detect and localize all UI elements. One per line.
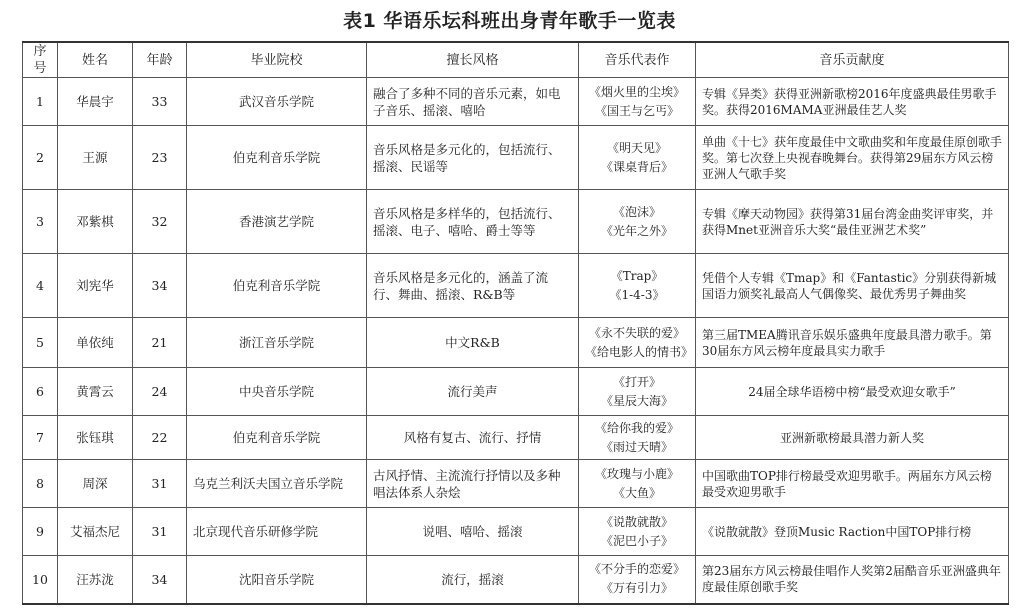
cell-name: 华晨宇 bbox=[58, 78, 133, 126]
cell-style: 音乐风格是多元化的，涵盖了流行、舞曲、摇滚、R&B等 bbox=[367, 254, 579, 318]
cell-school: 香港演艺学院 bbox=[187, 190, 367, 254]
cell-name: 黄霄云 bbox=[58, 368, 133, 416]
table-row bbox=[23, 254, 1009, 318]
work-title: 《给电影人的情书》 bbox=[585, 344, 694, 359]
cell-works bbox=[579, 254, 696, 318]
cell-works bbox=[579, 556, 696, 604]
cell-name: 邓紫棋 bbox=[58, 190, 133, 254]
cell-style: 融合了多种不同的音乐元素，如电子音乐、摇滚、嘻哈 bbox=[367, 78, 579, 126]
cell-name: 张钰琪 bbox=[58, 416, 133, 460]
cell-contribution: 第23届东方风云榜最佳唱作人奖第2届酷音乐亚洲盛典年度最佳原创歌手奖 bbox=[696, 556, 1009, 604]
cell-school: 北京现代音乐研修学院 bbox=[187, 508, 367, 556]
cell-no: 10 bbox=[23, 556, 58, 604]
work-title: 《国王与乞丐》 bbox=[594, 103, 679, 118]
cell-no: 2 bbox=[23, 126, 58, 190]
header-school: 毕业院校 bbox=[187, 42, 367, 78]
cell-works bbox=[579, 78, 696, 126]
cell-contribution: 亚洲新歌榜最具潜力新人奖 bbox=[696, 416, 1009, 460]
cell-name: 周深 bbox=[58, 460, 133, 508]
cell-style: 说唱、嘻哈、摇滚 bbox=[367, 508, 579, 556]
cell-name: 王源 bbox=[58, 126, 133, 190]
cell-school: 沈阳音乐学院 bbox=[187, 556, 367, 604]
header-works: 音乐代表作 bbox=[579, 42, 696, 78]
work-title: 《星辰大海》 bbox=[600, 393, 673, 408]
work-title: 《不分手的恋爱》 bbox=[588, 562, 685, 577]
cell-works bbox=[579, 460, 696, 508]
cell-name: 单依纯 bbox=[58, 318, 133, 368]
table-row bbox=[23, 368, 1009, 416]
work-title: 《明天见》 bbox=[606, 140, 667, 155]
work-title: 《课桌背后》 bbox=[600, 159, 673, 174]
header-style: 擅长风格 bbox=[367, 42, 579, 78]
cell-works bbox=[579, 416, 696, 460]
cell-school: 浙江音乐学院 bbox=[187, 318, 367, 368]
cell-contribution: 单曲《十七》获年度最佳中文歌曲奖和年度最佳原创歌手奖。第七次登上央视春晚舞台。获得第29届东方风云榜亚洲人气歌手奖 bbox=[696, 126, 1009, 190]
table-row bbox=[23, 556, 1009, 604]
cell-works bbox=[579, 126, 696, 190]
cell-style: 风格有复古、流行、抒情 bbox=[367, 416, 579, 460]
cell-age: 32 bbox=[133, 190, 187, 254]
cell-name: 汪苏泷 bbox=[58, 556, 133, 604]
cell-age: 22 bbox=[133, 416, 187, 460]
header-name: 姓名 bbox=[58, 42, 133, 78]
cell-works bbox=[579, 368, 696, 416]
cell-age: 31 bbox=[133, 460, 187, 508]
cell-name: 刘宪华 bbox=[58, 254, 133, 318]
cell-no: 3 bbox=[23, 190, 58, 254]
cell-works bbox=[579, 508, 696, 556]
table-row bbox=[23, 126, 1009, 190]
table-row bbox=[23, 190, 1009, 254]
cell-no: 1 bbox=[23, 78, 58, 126]
header-contribution: 音乐贡献度 bbox=[696, 42, 1009, 78]
cell-no: 4 bbox=[23, 254, 58, 318]
cell-school: 乌克兰利沃夫国立音乐学院 bbox=[187, 460, 367, 508]
work-title: 《雨过天晴》 bbox=[600, 439, 673, 454]
work-title: 《给你我的爱》 bbox=[594, 420, 679, 435]
cell-contribution: 《说散就散》登顶Music Raction中国TOP排行榜 bbox=[696, 508, 1009, 556]
cell-school: 伯克利音乐学院 bbox=[187, 416, 367, 460]
cell-contribution: 专辑《摩天动物园》获得第31届台湾金曲奖评审奖，并获得Mnet亚洲音乐大奖“最佳亚洲艺术奖” bbox=[696, 190, 1009, 254]
table-title: 表1 华语乐坛科班出身青年歌手一览表 bbox=[343, 10, 676, 32]
cell-school: 武汉音乐学院 bbox=[187, 78, 367, 126]
cell-style: 音乐风格是多样华的，包括流行、摇滚、电子、嘻哈、爵士等等 bbox=[367, 190, 579, 254]
work-title: 《泥巴小子》 bbox=[600, 533, 673, 548]
table-row bbox=[23, 318, 1009, 368]
cell-name: 艾福杰尼 bbox=[58, 508, 133, 556]
cell-age: 21 bbox=[133, 318, 187, 368]
cell-no: 9 bbox=[23, 508, 58, 556]
work-title: 《打开》 bbox=[612, 374, 661, 389]
header-age: 年龄 bbox=[133, 42, 187, 78]
cell-age: 24 bbox=[133, 368, 187, 416]
cell-style: 流行美声 bbox=[367, 368, 579, 416]
cell-no: 5 bbox=[23, 318, 58, 368]
cell-age: 23 bbox=[133, 126, 187, 190]
header-row bbox=[23, 42, 1009, 78]
work-title: 《烟火里的尘埃》 bbox=[588, 84, 685, 99]
work-title: 《永不失联的爱》 bbox=[588, 325, 685, 340]
work-title: 《1-4-3》 bbox=[609, 287, 665, 302]
cell-style: 古风抒情、主流流行抒情以及多种唱法体系人杂烩 bbox=[367, 460, 579, 508]
work-title: 《Trap》 bbox=[610, 268, 664, 283]
cell-age: 34 bbox=[133, 556, 187, 604]
cell-style: 流行，摇滚 bbox=[367, 556, 579, 604]
cell-school: 中央音乐学院 bbox=[187, 368, 367, 416]
work-title: 《万有引力》 bbox=[600, 581, 673, 596]
cell-works bbox=[579, 190, 696, 254]
cell-no: 7 bbox=[23, 416, 58, 460]
work-title: 《玫瑰与小鹿》 bbox=[594, 466, 679, 481]
work-title: 《大鱼》 bbox=[612, 485, 661, 500]
cell-age: 34 bbox=[133, 254, 187, 318]
table-row bbox=[23, 416, 1009, 460]
cell-style: 中文R&B bbox=[367, 318, 579, 368]
cell-age: 33 bbox=[133, 78, 187, 126]
table-row bbox=[23, 460, 1009, 508]
work-title: 《泡沫》 bbox=[612, 204, 661, 219]
work-title: 《说散就散》 bbox=[600, 514, 673, 529]
singer-table bbox=[22, 41, 1009, 605]
cell-contribution: 24届全球华语榜中榜“最受欢迎女歌手” bbox=[696, 368, 1009, 416]
cell-contribution: 凭借个人专辑《Tmap》和《Fantastic》分别获得新城国语力颁奖礼最高人气偶像奖、最优秀男子舞曲奖 bbox=[696, 254, 1009, 318]
cell-contribution: 第三届TMEA腾讯音乐娱乐盛典年度最具潜力歌手。第30届东方风云榜年度最具实力歌手 bbox=[696, 318, 1009, 368]
header-no: 序号 bbox=[23, 42, 58, 78]
cell-contribution: 中国歌曲TOP排行榜最受欢迎男歌手。两届东方风云榜最受欢迎男歌手 bbox=[696, 460, 1009, 508]
cell-age: 31 bbox=[133, 508, 187, 556]
cell-contribution: 专辑《异类》获得亚洲新歌榜2016年度盛典最佳男歌手奖。获得2016MAMA亚洲最佳艺人奖 bbox=[696, 78, 1009, 126]
table-row bbox=[23, 78, 1009, 126]
work-title: 《光年之外》 bbox=[600, 223, 673, 238]
cell-school: 伯克利音乐学院 bbox=[187, 254, 367, 318]
cell-style: 音乐风格是多元化的，包括流行、摇滚、民谣等 bbox=[367, 126, 579, 190]
cell-school: 伯克利音乐学院 bbox=[187, 126, 367, 190]
cell-works bbox=[579, 318, 696, 368]
cell-no: 6 bbox=[23, 368, 58, 416]
table-row bbox=[23, 508, 1009, 556]
cell-no: 8 bbox=[23, 460, 58, 508]
